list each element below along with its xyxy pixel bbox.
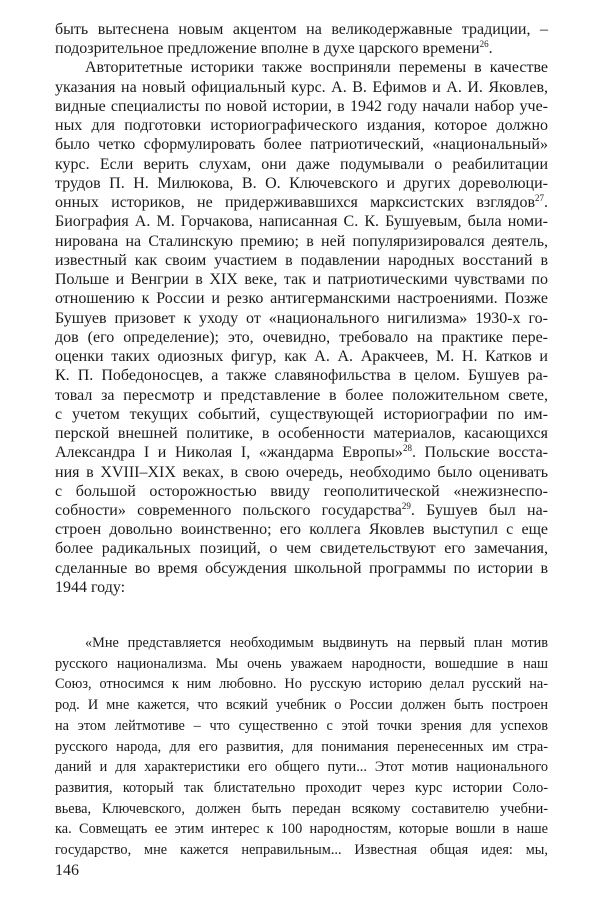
text-line [55, 347, 548, 366]
text-line [55, 716, 548, 736]
text-segment: . [544, 194, 548, 212]
text-segment: указания на новый официальный курс. А. В. Ефимов и А. И. Яковлев, [55, 78, 548, 96]
text-segment: с большой осторожностью ввиду геополитической «нежизнеспо- [55, 482, 548, 500]
text-segment: на этом лейтмотиве – что существенно с этой точки зрения для успехов [55, 717, 548, 734]
footnote-ref[interactable]: 29 [401, 501, 411, 511]
text-segment: Биография А. М. Горчакова, написанная С. К. Бушуевым, была номи- [55, 213, 548, 231]
text-line [55, 155, 548, 174]
text-line [55, 289, 548, 308]
text-line [55, 539, 548, 558]
text-line [55, 778, 548, 798]
text-segment: с учетом текущих событий, существующей историографии по им- [55, 405, 548, 423]
text-segment: быть вытеснена новым акцентом на великодержавные традиции, – [55, 21, 548, 38]
text-segment: . Польские восста- [411, 444, 548, 462]
text-segment: онных историков, не придерживавшихся марксистских взглядов [55, 194, 535, 212]
text-line [55, 819, 548, 839]
footnote-ref[interactable]: 27 [535, 193, 544, 204]
text-line [55, 309, 548, 328]
text-segment: Союз, относимся к ним любовно. Но русскую историю делал русский на- [55, 676, 548, 693]
text-segment: дов (его определение); это, очевидно, требовало на практике пере- [55, 328, 548, 346]
footnote-ref[interactable]: 26 [479, 39, 489, 50]
text-segment: . Бушуев был на- [410, 502, 549, 519]
text-segment: нирована на Сталинскую премию; в ней популяризировался деятель, [55, 232, 548, 250]
text-segment: даний и для характеристики его общего пути... Этот мотив национального [55, 759, 548, 776]
text-line [55, 174, 548, 193]
text-line [55, 193, 548, 212]
text-line [55, 757, 548, 777]
text-line [55, 520, 548, 539]
text-segment: строен довольно воинственно; его коллега Яковлев выступил с еще [55, 521, 548, 539]
text-segment: курс. Если верить слухам, они даже подумывали о реабилитации [55, 155, 548, 173]
text-segment: Польше и Венгрии в XIX веке, так и патриотическими чувствами по [55, 271, 548, 289]
text-segment: отношению к России и резко антигерманскими настроениями. Позже [55, 290, 548, 308]
page-number: 146 [55, 862, 79, 879]
text-line [55, 232, 548, 251]
text-line [55, 39, 548, 58]
text-segment: было четко сформулировать более патриотический, «национальный» [55, 136, 548, 154]
text-line [85, 633, 548, 653]
text-line [55, 251, 548, 270]
text-segment: «Мне представляется необходимым выдвинуть на первый план мотив [85, 635, 548, 651]
text-segment: государство, мне кажется неправильным... Известная общая идея: мы, [55, 842, 548, 858]
text-line [55, 97, 548, 116]
text-line [55, 270, 548, 289]
text-line [55, 501, 548, 520]
text-line [85, 58, 548, 77]
text-line [55, 799, 548, 819]
text-segment: русского национализма. Мы очень уважаем народности, вошедшие в наш [55, 655, 548, 672]
text-segment: товал за пересмотр и представление в более положительном свете, [55, 386, 548, 404]
text-segment: трудов П. Н. Милюкова, В. О. Ключевского и других дореволюци- [55, 174, 548, 192]
text-line [55, 463, 548, 482]
text-segment: Бушуев призовет к уходу от «национального нигилизма» 1930-х го- [55, 309, 548, 327]
text-segment: сделанные во время обсуждения школьной программы по истории в [55, 559, 548, 577]
text-segment: оценки таких одиозных фигур, как А. А. Аракчеев, М. Н. Катков и [55, 348, 548, 366]
text-line [55, 443, 548, 462]
text-segment: собности» современного польского государства [55, 502, 402, 519]
text-line [55, 212, 548, 231]
text-line [55, 482, 548, 501]
text-line [55, 135, 548, 154]
text-line [55, 674, 548, 694]
text-line [55, 559, 548, 578]
text-line [55, 737, 548, 757]
text-segment: ка. Совмещать ее этим интерес к 100 народностям, которые вошли в наше [55, 821, 548, 838]
text-line [55, 386, 548, 405]
text-segment: К. П. Победоносцев, а также славянофильства в целом. Бушуев ра- [55, 367, 548, 385]
text-segment: развития, который так блистательно проходит через курс истории Соло- [55, 779, 548, 796]
text-line [55, 695, 548, 715]
text-line [55, 328, 548, 347]
text-segment: . [488, 40, 493, 58]
footnote-ref[interactable]: 28 [402, 443, 412, 454]
text-line [55, 840, 548, 860]
text-line [55, 366, 548, 385]
text-segment: подозрительное предложение вполне в духе царского времени [55, 40, 480, 58]
text-segment: Александра I и Николая I, «жандарма Европы» [55, 444, 403, 462]
text-segment: известный как своим участием в подавлении народных восстаний в [55, 251, 548, 269]
text-segment: ных для подготовки историографического издания, которое должно [55, 117, 548, 135]
text-line [55, 20, 548, 39]
text-segment: видные специалисты по новой истории, в 1942 году начали набор уче- [55, 97, 548, 115]
text-segment: 1944 году: [55, 578, 126, 596]
text-line [55, 578, 548, 597]
text-segment: вьева, Ключевского, должен быть передан всякому составителю учебни- [55, 800, 548, 817]
text-line [55, 424, 548, 443]
text-line [55, 116, 548, 135]
text-line [55, 405, 548, 424]
text-segment: более радикальных позиций, о чем свидетельствуют его замечания, [55, 540, 548, 558]
text-segment: Авторитетные историки также восприняли перемены в качестве [85, 59, 548, 77]
text-segment: род. И мне кажется, что всякий учебник о России должен быть построен [55, 697, 548, 714]
text-line [55, 78, 548, 97]
text-segment: русского народа, для его развития, для понимания перенесенных им стра- [55, 738, 548, 755]
text-segment: перской внешней политике, в особенности материалов, касающихся [55, 425, 548, 443]
text-line [55, 654, 548, 674]
text-segment: ния в XVIII–XIX веках, в свою очередь, необходимо было оценивать [55, 463, 548, 481]
